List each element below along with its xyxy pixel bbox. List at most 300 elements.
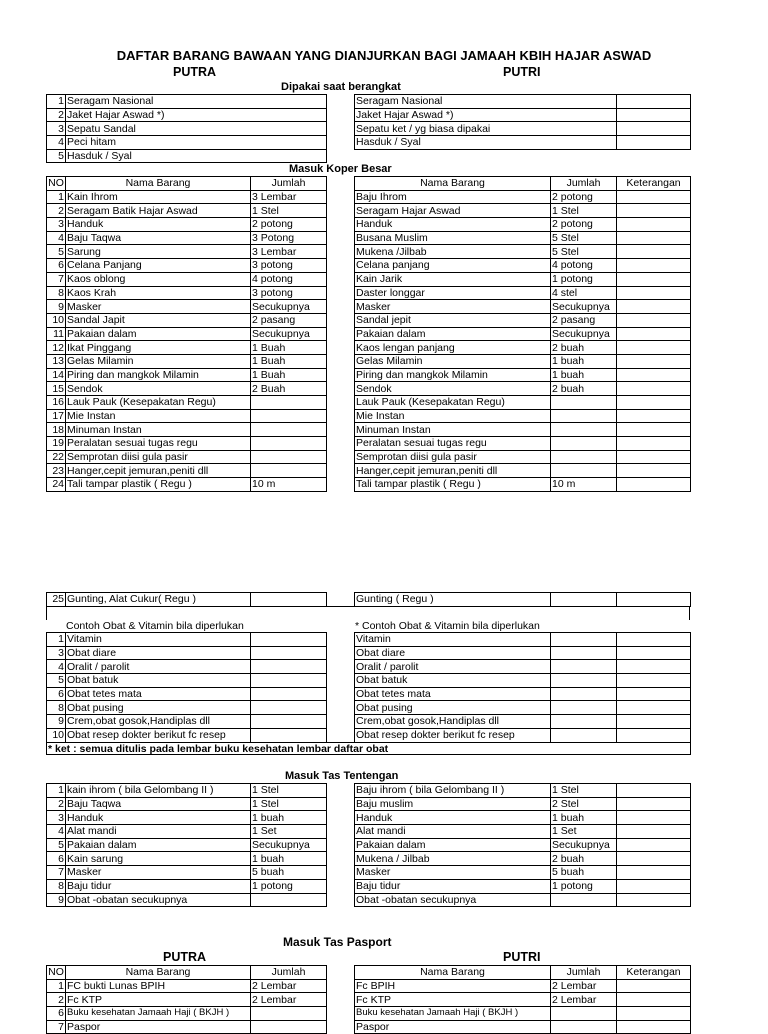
table-row (355, 715, 691, 729)
table-tentengan-putra (46, 783, 327, 907)
item-name: Kaos Krah (66, 286, 251, 300)
item-name: Baju Taqwa (66, 231, 251, 245)
item-name: Oralit / parolit (355, 660, 551, 674)
item-qty (251, 464, 327, 478)
item-qty (551, 893, 617, 907)
item-note (617, 852, 691, 866)
item-name: Baju ihrom ( bila Gelombang II ) (355, 784, 551, 798)
putra-heading: PUTRA (173, 65, 217, 79)
item-qty (251, 450, 327, 464)
table-row (355, 368, 691, 382)
item-note (617, 811, 691, 825)
item-qty (551, 687, 617, 701)
table-row (355, 646, 691, 660)
table-row (355, 327, 691, 341)
table-row (47, 811, 327, 825)
item-note (617, 728, 691, 742)
table-row (355, 259, 691, 273)
item-name: Vitamin (355, 633, 551, 647)
table-row (47, 259, 327, 273)
header-nama-barang: Nama Barang (355, 177, 551, 191)
table-row (355, 409, 691, 423)
table-row (47, 701, 327, 715)
item-note (617, 993, 691, 1007)
item-qty (551, 701, 617, 715)
item-qty: Secukupnya (551, 327, 617, 341)
item-qty (251, 646, 327, 660)
header-keterangan: Keterangan (617, 177, 691, 191)
row-number: 23 (47, 464, 66, 478)
item-qty (251, 687, 327, 701)
item-name: Pakaian dalam (66, 327, 251, 341)
item-name: Gelas Milamin (355, 354, 551, 368)
item-qty (551, 464, 617, 478)
row-number: 3 (47, 811, 66, 825)
item-note (617, 879, 691, 893)
item-note (617, 245, 691, 259)
row-number: 2 (47, 797, 66, 811)
item-name: Kain Jarik (355, 272, 551, 286)
item-qty: 4 potong (551, 259, 617, 273)
header-nama-barang: Nama Barang (355, 966, 551, 980)
item-qty: 1 Stel (251, 204, 327, 218)
item-qty: 10 m (251, 478, 327, 492)
item-qty: 3 Lembar (251, 245, 327, 259)
item-name: Obat pusing (66, 701, 251, 715)
item-note (617, 368, 691, 382)
table-row (355, 893, 691, 907)
item-name: Tali tampar plastik ( Regu ) (66, 478, 251, 492)
table-row (47, 660, 327, 674)
table-row (355, 633, 691, 647)
item-qty (551, 728, 617, 742)
item-name: Minuman Instan (66, 423, 251, 437)
item-qty: 1 buah (551, 811, 617, 825)
item-qty (551, 660, 617, 674)
table-koper-putri (354, 176, 691, 492)
item-qty: 2 potong (551, 190, 617, 204)
item-note (617, 136, 691, 150)
item-qty (251, 437, 327, 451)
item-name: Obat diare (355, 646, 551, 660)
item-note (617, 95, 691, 109)
header-no: NO (48, 177, 64, 190)
item-name: Baju Ihrom (355, 190, 551, 204)
table-row (47, 354, 327, 368)
header-jumlah: Jumlah (251, 177, 327, 191)
item-name: FC bukti Lunas BPIH (66, 979, 251, 993)
row-number: 10 (47, 313, 66, 327)
item-name: Pakaian dalam (355, 838, 551, 852)
table-row (47, 341, 327, 355)
item-name: Sandal Japit (66, 313, 251, 327)
table-dipakai-putra (46, 94, 327, 163)
item-qty: 2 Stel (551, 797, 617, 811)
table-row (47, 715, 327, 729)
item-name: Gelas Milamin (66, 354, 251, 368)
item-note (617, 784, 691, 798)
item-name: Daster longgar (355, 286, 551, 300)
item-name: Fc BPIH (355, 979, 551, 993)
table-row (355, 313, 691, 327)
item-qty: 3 Potong (251, 231, 327, 245)
item-note (617, 660, 691, 674)
item-qty: 1 Buah (251, 354, 327, 368)
item-qty: Secukupnya (551, 300, 617, 314)
row-number: 8 (47, 286, 66, 300)
row-number: 2 (47, 993, 66, 1007)
item-qty: 2 pasang (251, 313, 327, 327)
item-name: Semprotan diisi gula pasir (66, 450, 251, 464)
table-row (47, 368, 327, 382)
item-note (617, 464, 691, 478)
table-row (47, 478, 327, 492)
item-qty: Secukupnya (251, 838, 327, 852)
table-row (47, 313, 327, 327)
table-row (47, 797, 327, 811)
item-qty (251, 409, 327, 423)
note-text: * ket : semua ditulis pada lembar buku kesehatan lembar daftar obat (48, 743, 389, 755)
item-name: Oralit / parolit (66, 660, 251, 674)
item-note (617, 838, 691, 852)
table-row (47, 893, 327, 907)
table-row (355, 231, 691, 245)
item-name: Fc KTP (66, 993, 251, 1007)
section-title-obat-putra: Contoh Obat & Vitamin bila diperlukan (66, 620, 244, 632)
item-name: Gunting ( Regu ) (355, 593, 551, 607)
table-obat-putra (46, 632, 327, 743)
table-row (355, 122, 691, 136)
table-row (355, 811, 691, 825)
table-row (355, 838, 691, 852)
section-title-tentengan: Masuk Tas Tentengan (285, 770, 399, 782)
table-row (355, 272, 691, 286)
item-name: Seragam Nasional (355, 95, 617, 109)
item-qty (551, 674, 617, 688)
item-note (617, 715, 691, 729)
row-number: 4 (47, 136, 66, 150)
item-qty: 1 Stel (251, 797, 327, 811)
item-qty: 1 potong (551, 272, 617, 286)
item-name: Alat mandi (355, 825, 551, 839)
item-qty: 4 potong (251, 272, 327, 286)
item-qty: 5 buah (251, 866, 327, 880)
item-qty (551, 1007, 617, 1021)
item-name: Masker (355, 866, 551, 880)
table-row (355, 204, 691, 218)
table-row (47, 245, 327, 259)
item-name: Masker (66, 300, 251, 314)
row-number: 7 (47, 272, 66, 286)
item-name: Masker (66, 866, 251, 880)
row-number: 6 (47, 852, 66, 866)
item-qty: 2 buah (551, 852, 617, 866)
table-row (355, 660, 691, 674)
item-qty: 2 buah (551, 341, 617, 355)
item-name: Handuk (66, 811, 251, 825)
item-name: Peci hitam (66, 136, 327, 150)
table-row (355, 354, 691, 368)
putri-heading: PUTRI (503, 65, 541, 79)
table-gunting-putra (46, 592, 327, 607)
item-note (617, 633, 691, 647)
item-name: Mie Instan (66, 409, 251, 423)
item-note (617, 190, 691, 204)
item-qty (551, 593, 617, 607)
row-number: 1 (47, 95, 66, 109)
item-qty (251, 1020, 327, 1034)
item-name: Jaket Hajar Aswad *) (66, 108, 327, 122)
row-number: 1 (47, 190, 66, 204)
row-number: 6 (47, 1007, 66, 1021)
item-name: Hasduk / Syal (355, 136, 617, 150)
table-row (47, 646, 327, 660)
item-qty (251, 593, 327, 607)
table-row (47, 272, 327, 286)
table-row (47, 593, 327, 607)
item-name: Seragam Hajar Aswad (355, 204, 551, 218)
item-name: Paspor (355, 1020, 551, 1034)
table-row (47, 687, 327, 701)
item-name: Celana Panjang (66, 259, 251, 273)
row-number: 9 (47, 715, 66, 729)
table-row (47, 866, 327, 880)
item-qty: 2 potong (551, 218, 617, 232)
table-row (47, 674, 327, 688)
item-name: Sarung (66, 245, 251, 259)
table-row (355, 396, 691, 410)
item-note (617, 313, 691, 327)
item-name: Pakaian dalam (66, 838, 251, 852)
item-name: Masker (355, 300, 551, 314)
table-row (355, 979, 691, 993)
table-row (355, 382, 691, 396)
item-qty: 4 stel (551, 286, 617, 300)
item-name: Mukena / Jilbab (355, 852, 551, 866)
item-note (617, 382, 691, 396)
item-qty (251, 633, 327, 647)
table-row (47, 852, 327, 866)
item-qty (251, 715, 327, 729)
item-qty (551, 396, 617, 410)
table-row (355, 674, 691, 688)
item-qty: 1 buah (251, 852, 327, 866)
row-number: 5 (47, 674, 66, 688)
table-row (355, 1007, 691, 1021)
item-name: Alat mandi (66, 825, 251, 839)
table-row (355, 136, 691, 150)
item-qty: 2 potong (251, 218, 327, 232)
table-row (355, 866, 691, 880)
item-name: Handuk (66, 218, 251, 232)
item-name: Hanger,cepit jemuran,peniti dll (66, 464, 251, 478)
item-note (617, 825, 691, 839)
item-qty: 1 potong (251, 879, 327, 893)
item-note (617, 797, 691, 811)
row-number: 13 (47, 354, 66, 368)
section-title-pasport: Masuk Tas Pasport (283, 935, 392, 949)
item-qty: 5 Stel (551, 245, 617, 259)
item-note (617, 687, 691, 701)
item-name: Crem,obat gosok,Handiplas dll (355, 715, 551, 729)
item-qty (551, 646, 617, 660)
item-qty (551, 1020, 617, 1034)
item-name: Obat tetes mata (355, 687, 551, 701)
table-row (355, 1020, 691, 1034)
row-number: 4 (47, 660, 66, 674)
table-row (355, 437, 691, 451)
header-keterangan: Keterangan (617, 966, 691, 980)
table-row (47, 149, 327, 163)
item-name: Handuk (355, 218, 551, 232)
table-dipakai-putri (354, 94, 691, 150)
item-name: Obat -obatan secukupnya (66, 893, 251, 907)
item-qty (251, 728, 327, 742)
item-name: Peralatan sesuai tugas regu (66, 437, 251, 451)
divider (689, 606, 690, 620)
table-row (47, 190, 327, 204)
table-row (355, 218, 691, 232)
row-number: 25 (47, 593, 66, 607)
item-name: Jaket Hajar Aswad *) (355, 108, 617, 122)
item-qty: 1 Stel (551, 784, 617, 798)
item-qty (551, 715, 617, 729)
table-row (355, 687, 691, 701)
table-row (47, 108, 327, 122)
item-name: Mie Instan (355, 409, 551, 423)
item-note (617, 478, 691, 492)
item-name: Lauk Pauk (Kesepakatan Regu) (355, 396, 551, 410)
section-title-dipakai: Dipakai saat berangkat (281, 81, 401, 93)
item-note (617, 122, 691, 136)
item-qty: 2 pasang (551, 313, 617, 327)
item-name: Baju tidur (66, 879, 251, 893)
item-name: Obat batuk (66, 674, 251, 688)
item-qty: 3 potong (251, 286, 327, 300)
row-number: 22 (47, 450, 66, 464)
item-qty: 3 Lembar (251, 190, 327, 204)
row-number: 3 (47, 646, 66, 660)
table-obat-putri (354, 632, 691, 743)
item-note (617, 450, 691, 464)
row-number: 3 (47, 122, 66, 136)
item-note (617, 423, 691, 437)
row-number: 24 (47, 478, 66, 492)
item-note (617, 327, 691, 341)
row-number: 16 (47, 396, 66, 410)
table-row (355, 879, 691, 893)
item-qty (251, 396, 327, 410)
item-name: Obat resep dokter berikut fc resep (355, 728, 551, 742)
row-number: 6 (47, 687, 66, 701)
table-row (47, 979, 327, 993)
item-name: Ikat Pinggang (66, 341, 251, 355)
item-note (617, 979, 691, 993)
item-qty (551, 409, 617, 423)
item-qty: 1 Buah (251, 368, 327, 382)
item-note (617, 396, 691, 410)
item-note (617, 300, 691, 314)
table-row (355, 423, 691, 437)
row-number: 8 (47, 879, 66, 893)
item-qty: 1 Set (251, 825, 327, 839)
item-qty (551, 423, 617, 437)
putri-heading-2: PUTRI (503, 950, 541, 964)
row-number: 8 (47, 701, 66, 715)
item-name: Obat batuk (355, 674, 551, 688)
item-name: Obat diare (66, 646, 251, 660)
header-no: NO (48, 966, 64, 979)
item-qty (551, 437, 617, 451)
item-name: Buku kesehatan Jamaah Haji ( BKJH ) (66, 1007, 251, 1021)
table-row (355, 478, 691, 492)
item-name: Mukena /Jilbab (355, 245, 551, 259)
row-number: 9 (47, 893, 66, 907)
item-name: Tali tampar plastik ( Regu ) (355, 478, 551, 492)
item-note (617, 409, 691, 423)
item-qty: 1 Stel (551, 204, 617, 218)
table-tentengan-putri (354, 783, 691, 907)
row-number: 12 (47, 341, 66, 355)
item-name: Sandal jepit (355, 313, 551, 327)
item-note (617, 866, 691, 880)
row-number: 11 (47, 327, 66, 341)
item-name: Seragam Batik Hajar Aswad (66, 204, 251, 218)
table-row (355, 784, 691, 798)
item-qty (251, 1007, 327, 1021)
item-name: Fc KTP (355, 993, 551, 1007)
section-title-koper: Masuk Koper Besar (289, 163, 392, 175)
table-row (47, 437, 327, 451)
row-number: 15 (47, 382, 66, 396)
table-row (355, 341, 691, 355)
item-qty (551, 450, 617, 464)
item-qty: 1 buah (551, 368, 617, 382)
item-qty (251, 701, 327, 715)
item-name: Seragam Nasional (66, 95, 327, 109)
item-name: Lauk Pauk (Kesepakatan Regu) (66, 396, 251, 410)
item-note (617, 354, 691, 368)
item-qty: 1 buah (551, 354, 617, 368)
item-name: Buku kesehatan Jamaah Haji ( BKJH ) (355, 1007, 551, 1021)
table-row (355, 852, 691, 866)
item-qty: 1 buah (251, 811, 327, 825)
table-row (47, 286, 327, 300)
item-qty: 2 Lembar (551, 979, 617, 993)
item-note (617, 1007, 691, 1021)
table-row (47, 136, 327, 150)
putra-heading-2: PUTRA (163, 950, 207, 964)
item-qty: 3 potong (251, 259, 327, 273)
table-row (47, 204, 327, 218)
table-row (47, 728, 327, 742)
row-number: 3 (47, 218, 66, 232)
item-name: Semprotan diisi gula pasir (355, 450, 551, 464)
item-qty: 5 buah (551, 866, 617, 880)
table-row (355, 108, 691, 122)
item-name: Piring dan mangkok Milamin (66, 368, 251, 382)
table-row (47, 382, 327, 396)
item-note (617, 646, 691, 660)
item-qty: 2 Lembar (551, 993, 617, 1007)
row-number: 2 (47, 204, 66, 218)
table-row (47, 409, 327, 423)
item-qty: 5 Stel (551, 231, 617, 245)
table-row (355, 245, 691, 259)
table-row (47, 1007, 327, 1021)
item-qty: 2 Lembar (251, 993, 327, 1007)
item-name: Sendok (66, 382, 251, 396)
